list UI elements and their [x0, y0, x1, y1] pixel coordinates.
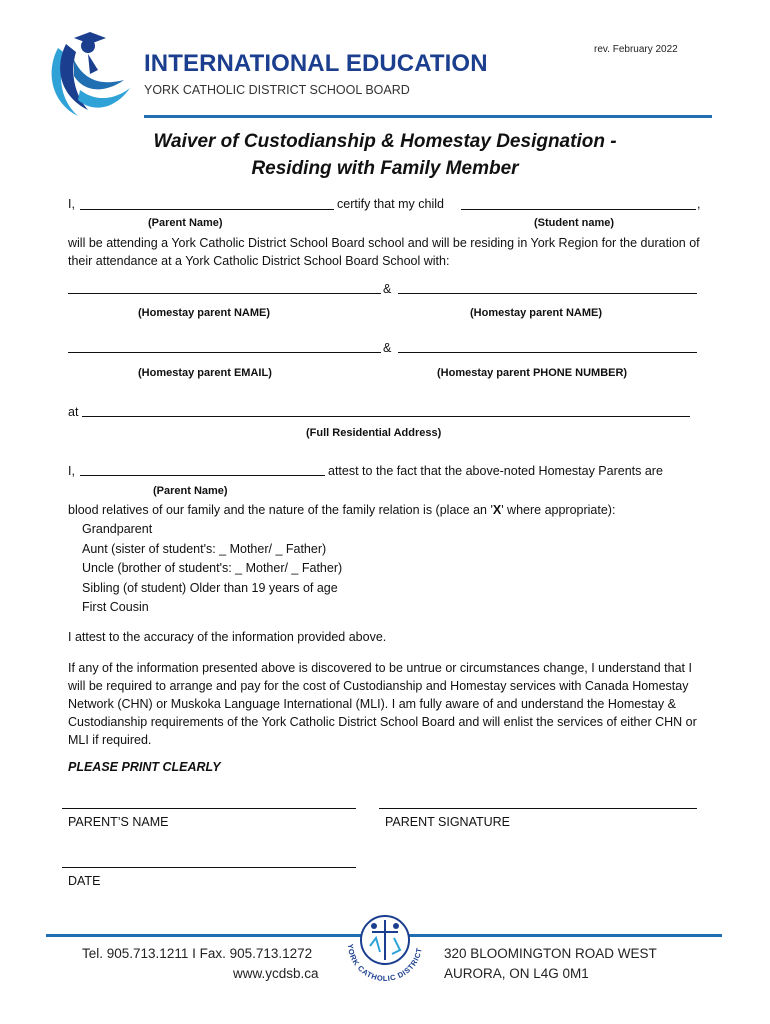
form-title-line1: Waiver of Custodianship & Homestay Designation - [153, 131, 617, 152]
homestay-name-2-field[interactable] [398, 281, 697, 294]
org-subtitle: YORK CATHOLIC DISTRICT SCHOOL BOARD [144, 83, 410, 97]
parent-name-label: (Parent Name) [148, 217, 223, 229]
parent-name-2-label: (Parent Name) [153, 485, 228, 497]
student-name-field[interactable] [461, 197, 696, 210]
homestay-name-2-label: (Homestay parent NAME) [470, 307, 603, 319]
org-title: INTERNATIONAL EDUCATION [144, 50, 488, 77]
attendance-paragraph: will be attending a York Catholic District School Board school and will be residing in York Region for the duration of their attendance at a York Catholic District School Board School with: [68, 236, 700, 268]
residential-address-field[interactable] [82, 404, 690, 417]
attest-text: attest to the fact that the above-noted Homestay Parents are [328, 464, 663, 478]
relation-grandparent[interactable]: Grandparent [82, 522, 153, 536]
header-divider [144, 115, 712, 118]
graduate-swoosh-logo-icon [44, 30, 134, 122]
address-label: (Full Residential Address) [306, 427, 442, 439]
parent-name-field[interactable] [80, 197, 334, 210]
amp-2: & [383, 341, 392, 355]
footer-address-line1: 320 BLOOMINGTON ROAD WEST [444, 946, 657, 961]
form-title-line2: Residing with Family Member [251, 158, 519, 179]
date-line[interactable] [62, 867, 356, 868]
attest-accuracy: I attest to the accuracy of the information provided above. [68, 630, 387, 644]
print-clearly-note: PLEASE PRINT CLEARLY [68, 760, 221, 774]
amp-1: & [383, 282, 392, 296]
ycdsb-seal-icon [336, 902, 434, 1000]
footer-tel-fax: Tel. 905.713.1211 I Fax. 905.713.1272 [82, 946, 313, 961]
homestay-email-field[interactable] [68, 340, 381, 353]
at-label: at [68, 405, 79, 419]
homestay-name-1-field[interactable] [68, 281, 381, 294]
relation-sibling[interactable]: Sibling (of student) Older than 19 years of age [82, 581, 338, 595]
footer-address-line2: AURORA, ON L4G 0M1 [444, 966, 589, 981]
parents-name-label: PARENT’S NAME [68, 815, 169, 829]
revision-date: rev. February 2022 [594, 44, 678, 55]
certify-i: I, [68, 197, 75, 211]
certify-comma: , [697, 197, 701, 211]
untrue-paragraph: If any of the information presented above is discovered to be untrue or circumstances change, I understand that I will be required to arrange and pay for the cost of Custodianship and Homestay services with Canada Homestay Network (CHN) or Muskoka Language International (MLI). I am fully aware of and understand the Homestay & Custodianship requirements of the York Catholic District School Board and will enlist the services of either CHN or MLI if required. [68, 661, 697, 747]
attest-i: I, [68, 464, 75, 478]
homestay-phone-label: (Homestay parent PHONE NUMBER) [437, 367, 628, 379]
parent-signature-line[interactable] [379, 808, 697, 809]
parent-name-2-field[interactable] [80, 463, 325, 476]
certify-mid-text: certify that my child [337, 197, 444, 211]
relation-aunt[interactable]: Aunt (sister of student's: _ Mother/ _ Father) [82, 542, 327, 556]
seal-text: YORK CATHOLIC DISTRICT [345, 943, 424, 984]
homestay-name-1-label: (Homestay parent NAME) [138, 307, 271, 319]
homestay-phone-field[interactable] [398, 340, 697, 353]
student-name-label: (Student name) [534, 217, 615, 229]
parents-name-line[interactable] [62, 808, 356, 809]
parent-signature-label: PARENT SIGNATURE [385, 815, 511, 829]
homestay-email-label: (Homestay parent EMAIL) [138, 367, 272, 379]
footer-website[interactable]: www.ycdsb.ca [233, 966, 319, 981]
relation-instruction: blood relatives of our family and the nature of the family relation is (place an 'X' where appropriate): [68, 503, 616, 517]
date-label: DATE [68, 874, 101, 888]
relation-uncle[interactable]: Uncle (brother of student's: _ Mother/ _ Father) [82, 561, 343, 575]
relation-first-cousin[interactable]: First Cousin [82, 600, 149, 614]
